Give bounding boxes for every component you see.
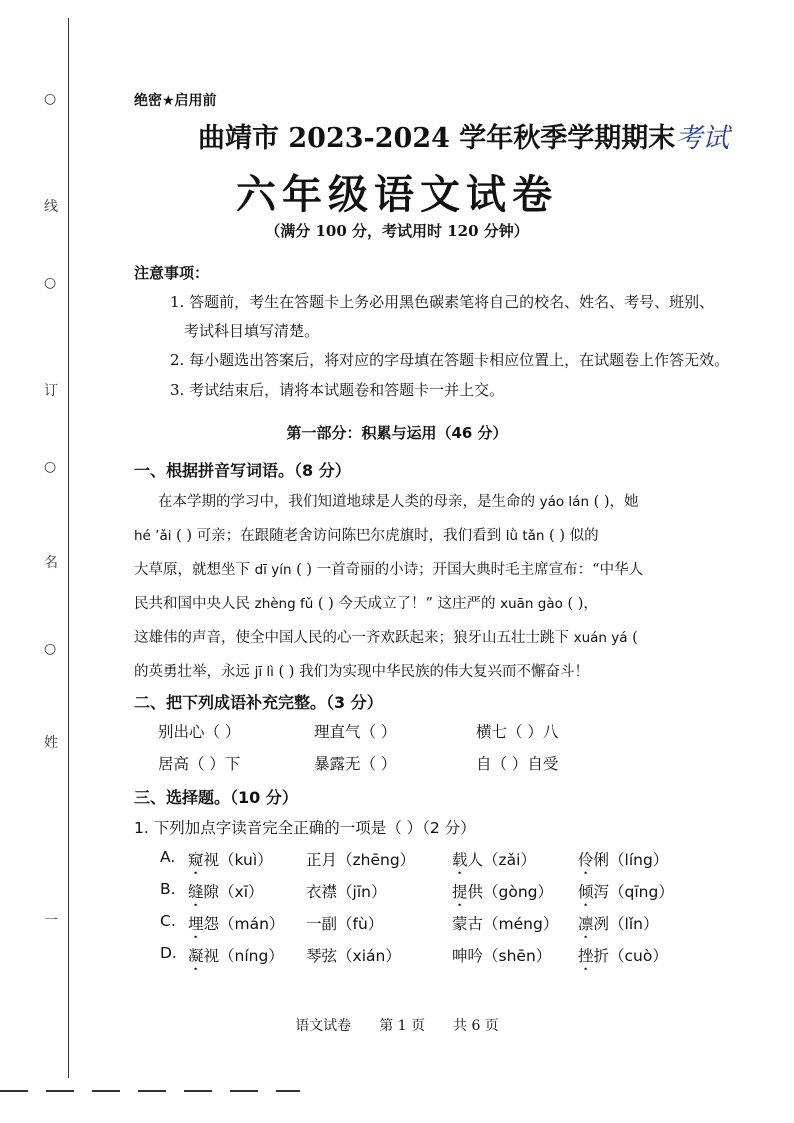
q1-line [134, 592, 598, 613]
q1-blank[interactable]: ( )，她 [589, 494, 639, 510]
q1-blank[interactable]: ( ) 今天成立了！” 这庄严的 [313, 596, 501, 612]
part-title: 第一部分：积累与运用（46 分） [286, 424, 508, 442]
exam-title-main: 曲靖市 2023-2024 学年秋季学期期末 [198, 123, 676, 154]
q1-text[interactable]: ( ) 可亲；在跟随老舍访问陈巴尔虎旗时，我们看到 [171, 528, 506, 544]
margin-mark: 线 [44, 199, 58, 215]
option-text: 视（kuì） [203, 851, 273, 869]
option-a-item[interactable] [452, 848, 536, 878]
option-a-item[interactable] [306, 848, 415, 870]
dotted-char: 挫 [578, 947, 594, 965]
option-c-item[interactable] [306, 912, 383, 934]
q1-line [134, 660, 589, 681]
q1-line [134, 558, 643, 579]
q1-blank[interactable]: ( [627, 630, 638, 646]
q1-pinyin: xuān gào [500, 596, 563, 612]
footer-page: 第 1 页 [379, 1018, 425, 1034]
option-text: 冽（lǐn） [593, 915, 659, 933]
option-a-item[interactable] [188, 848, 273, 878]
q1-text: 大草原，就想坐下 [134, 562, 255, 578]
q1-pinyin: dī yín [254, 562, 292, 578]
dotted-char: 载 [452, 851, 468, 869]
question-2-heading: 二、把下列成语补充完整。（3 分） [134, 693, 383, 712]
option-text: 呻 [452, 947, 468, 965]
footer-total: 共 6 页 [453, 1018, 499, 1034]
idiom-item[interactable]: 自（ ）自受 [476, 755, 559, 773]
note-item: 1. 答题前，考生在答题卡上务必用黑色碳素笔将自己的校名、姓名、考号、班别、 [170, 293, 715, 311]
idiom-item[interactable]: 理直气（ ） [314, 723, 397, 741]
option-b-item[interactable] [578, 880, 674, 910]
q1-pinyin: xuán yá [573, 630, 628, 646]
question-3-1-stem: 1. 下列加点字读音完全正确的一项是（ ）（2 分） [134, 819, 476, 837]
q1-pinyin: jī lì [254, 664, 274, 680]
option-text: 一 [306, 915, 322, 933]
note-item: 2. 每小题选出答案后，将对应的字母填在答题卡相应位置上，在试题卷上作答无效。 [170, 351, 730, 369]
dotted-char: 倾 [578, 883, 594, 901]
q1-pinyin: lǜ tǎn [505, 528, 545, 544]
option-text: 正 [306, 851, 322, 869]
option-text: 怨（mán） [203, 915, 285, 933]
option-letter-c[interactable]: C. [160, 912, 176, 930]
subject-title: 六年级语文试卷 [236, 172, 558, 218]
score-note: （满分 100 分，考试用时 120 分钟） [265, 222, 529, 240]
idiom-item[interactable]: 别出心（ ） [158, 723, 241, 741]
margin-mark: 名 [44, 555, 58, 571]
option-text: 弦（xián） [321, 947, 401, 965]
margin-mark: 姓 [44, 735, 58, 751]
dotted-char: 缝 [188, 883, 204, 901]
option-text: 视（níng） [203, 947, 284, 965]
option-letter-a[interactable]: A. [160, 848, 176, 866]
option-text: 衣 [306, 883, 322, 901]
exam-title [198, 116, 729, 155]
q1-line [134, 524, 599, 545]
option-text: 副（fù） [321, 915, 384, 933]
margin-mark: ○ [44, 91, 57, 107]
option-c-item[interactable] [578, 912, 658, 942]
exam-title-tail: 考试 [675, 123, 730, 154]
q1-pinyin: yáo lán [539, 494, 590, 510]
margin-mark: ○ [44, 641, 57, 657]
option-d-item[interactable] [306, 944, 401, 966]
footer-subject: 语文试卷 [295, 1018, 352, 1034]
option-text: 人（zǎi） [467, 851, 536, 869]
idiom-item[interactable]: 暴露无（ ） [314, 755, 397, 773]
q1-text: 的英勇壮举，永远 [134, 664, 255, 680]
margin-mark: ○ [44, 459, 57, 475]
option-d-item[interactable] [188, 944, 284, 974]
option-b-item[interactable] [452, 880, 553, 910]
q1-line [134, 626, 638, 647]
q1-blank[interactable]: ( ) 我们为实现中华民族的伟大复兴而不懈奋斗！ [273, 664, 590, 680]
option-letter-d[interactable]: D. [160, 944, 177, 962]
option-text: 襟（jīn） [321, 883, 387, 901]
q1-blank[interactable]: ( ) 似的 [544, 528, 599, 544]
secret-label: 绝密★启用前 [134, 93, 217, 109]
option-text: 供（gòng） [467, 883, 554, 901]
margin-mark: ○ [44, 275, 57, 291]
option-b-item[interactable] [188, 880, 264, 910]
option-d-item[interactable] [452, 944, 551, 966]
margin-mark: 订 [44, 383, 58, 399]
option-c-item[interactable] [188, 912, 284, 942]
q1-text: 这雄伟的声音，使全中国人民的心一齐欢跃起来；狼牙山五壮士跳下 [134, 630, 574, 646]
margin-mark: 一 [44, 913, 58, 929]
option-text: 吟（shēn） [467, 947, 552, 965]
dotted-char: 提 [452, 883, 468, 901]
question-3-heading: 三、选择题。（10 分） [134, 788, 298, 807]
idiom-item[interactable]: 横七（ ）八 [476, 723, 559, 741]
option-letter-b[interactable]: B. [160, 880, 176, 898]
option-a-item[interactable] [578, 848, 668, 878]
option-text: 泻（qīng） [593, 883, 674, 901]
option-text: 琴 [306, 947, 322, 965]
option-text: 俐（líng） [593, 851, 669, 869]
page-footer [0, 1015, 794, 1035]
q1-pinyin: hé ’ǎi [134, 528, 172, 544]
option-text: 古（méng） [467, 915, 559, 933]
note-item: 考试科目填写清楚。 [184, 322, 320, 340]
option-text: 月（zhēng） [321, 851, 416, 869]
option-d-item[interactable] [578, 944, 668, 974]
notes-heading: 注意事项： [134, 264, 210, 282]
q1-blank[interactable]: ( ) 一首奇丽的小诗；开国大典时毛主席宣布：“中华人 [291, 562, 644, 578]
dotted-char: 窥 [188, 851, 204, 869]
note-item: 3. 考试结束后，请将本试题卷和答题卡一并上交。 [170, 381, 505, 399]
q1-text: 民共和国中央人民 [134, 596, 255, 612]
option-text: 隙（xī） [203, 883, 264, 901]
question-1-heading: 一、根据拼音写词语。（8 分） [134, 461, 351, 480]
option-text: 折（cuò） [593, 947, 668, 965]
dotted-char: 凛 [578, 915, 594, 933]
option-b-item[interactable] [306, 880, 386, 902]
q1-blank[interactable]: ( )， [562, 596, 598, 612]
q1-text: 在本学期的学习中，我们知道地球是人类的母亲，是生命的 [158, 494, 540, 510]
option-c-item[interactable] [452, 912, 558, 934]
dotted-char: 凝 [188, 947, 204, 965]
option-text: 蒙 [452, 915, 468, 933]
q1-line [158, 490, 639, 511]
dotted-char: 埋 [188, 915, 204, 933]
dotted-char: 伶 [578, 851, 594, 869]
idiom-item[interactable]: 居高（ ）下 [158, 755, 241, 773]
q1-pinyin: zhèng fǔ [254, 596, 314, 612]
